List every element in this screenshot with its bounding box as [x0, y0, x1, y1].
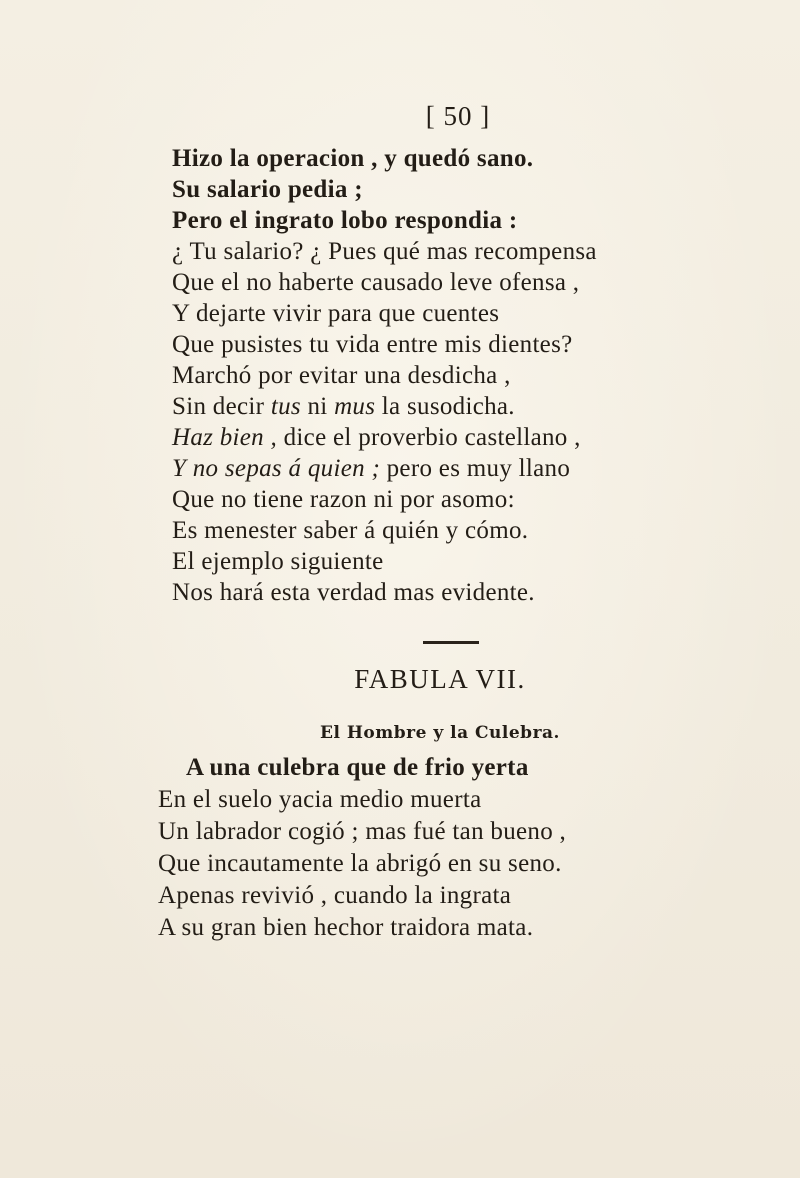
- verse-line: Apenas revivió , cuando la ingrata: [158, 882, 512, 909]
- verse-italic-text: Y no sepas á quien ;: [172, 455, 381, 482]
- verse-text: la susodicha.: [375, 393, 515, 420]
- verse-line: Marchó por evitar una desdicha ,: [172, 362, 511, 389]
- verse-text: Sin decir: [172, 393, 271, 420]
- fable-title: FABULA VII.: [354, 664, 526, 694]
- verse-line: A su gran bien hechor traidora mata.: [158, 914, 534, 941]
- verse-line: Pero el ingrato lobo respondia :: [172, 207, 518, 234]
- stanza-1: [172, 143, 752, 608]
- verse-line: A una culebra que de frio yerta: [186, 754, 529, 781]
- verse-italic-text: mus: [334, 393, 376, 420]
- page-number: [ 50 ]: [425, 101, 491, 131]
- verse-text: pero es muy llano: [380, 455, 571, 482]
- verse-line: [172, 453, 752, 484]
- verse-line: Que pusistes tu vida entre mis dientes?: [172, 331, 573, 358]
- verse-line: Nos hará esta verdad mas evidente.: [172, 579, 535, 606]
- verse-line: Un labrador cogió ; mas fué tan bueno ,: [158, 818, 567, 845]
- verse-line: Que incautamente la abrigó en su seno.: [158, 850, 562, 877]
- stanza-2: [158, 752, 748, 944]
- verse-line: Hizo la operacion , y quedó sano.: [172, 145, 534, 172]
- verse-line: [172, 391, 752, 422]
- verse-line: Es menester saber á quién y cómo.: [172, 517, 529, 544]
- verse-line: Su salario pedia ;: [172, 176, 363, 203]
- fable-subtitle: El Hombre y la Culebra.: [320, 723, 560, 743]
- verse-line: Que no tiene razon ni por asomo:: [172, 486, 515, 513]
- verse-line: [172, 422, 752, 453]
- verse-text: ni: [300, 393, 335, 420]
- verse-line: Que el no haberte causado leve ofensa ,: [172, 269, 580, 296]
- verse-line: El ejemplo siguiente: [172, 548, 384, 575]
- section-divider: [423, 641, 479, 644]
- verse-line: ¿ Tu salario? ¿ Pues qué mas recompensa: [172, 238, 597, 265]
- verse-italic-text: Haz bien ,: [172, 424, 278, 451]
- verse-text: dice el proverbio castellano ,: [277, 424, 581, 451]
- verse-line: En el suelo yacia medio muerta: [158, 786, 482, 813]
- verse-italic-text: tus: [270, 393, 301, 420]
- verse-line: Y dejarte vivir para que cuentes: [172, 300, 500, 327]
